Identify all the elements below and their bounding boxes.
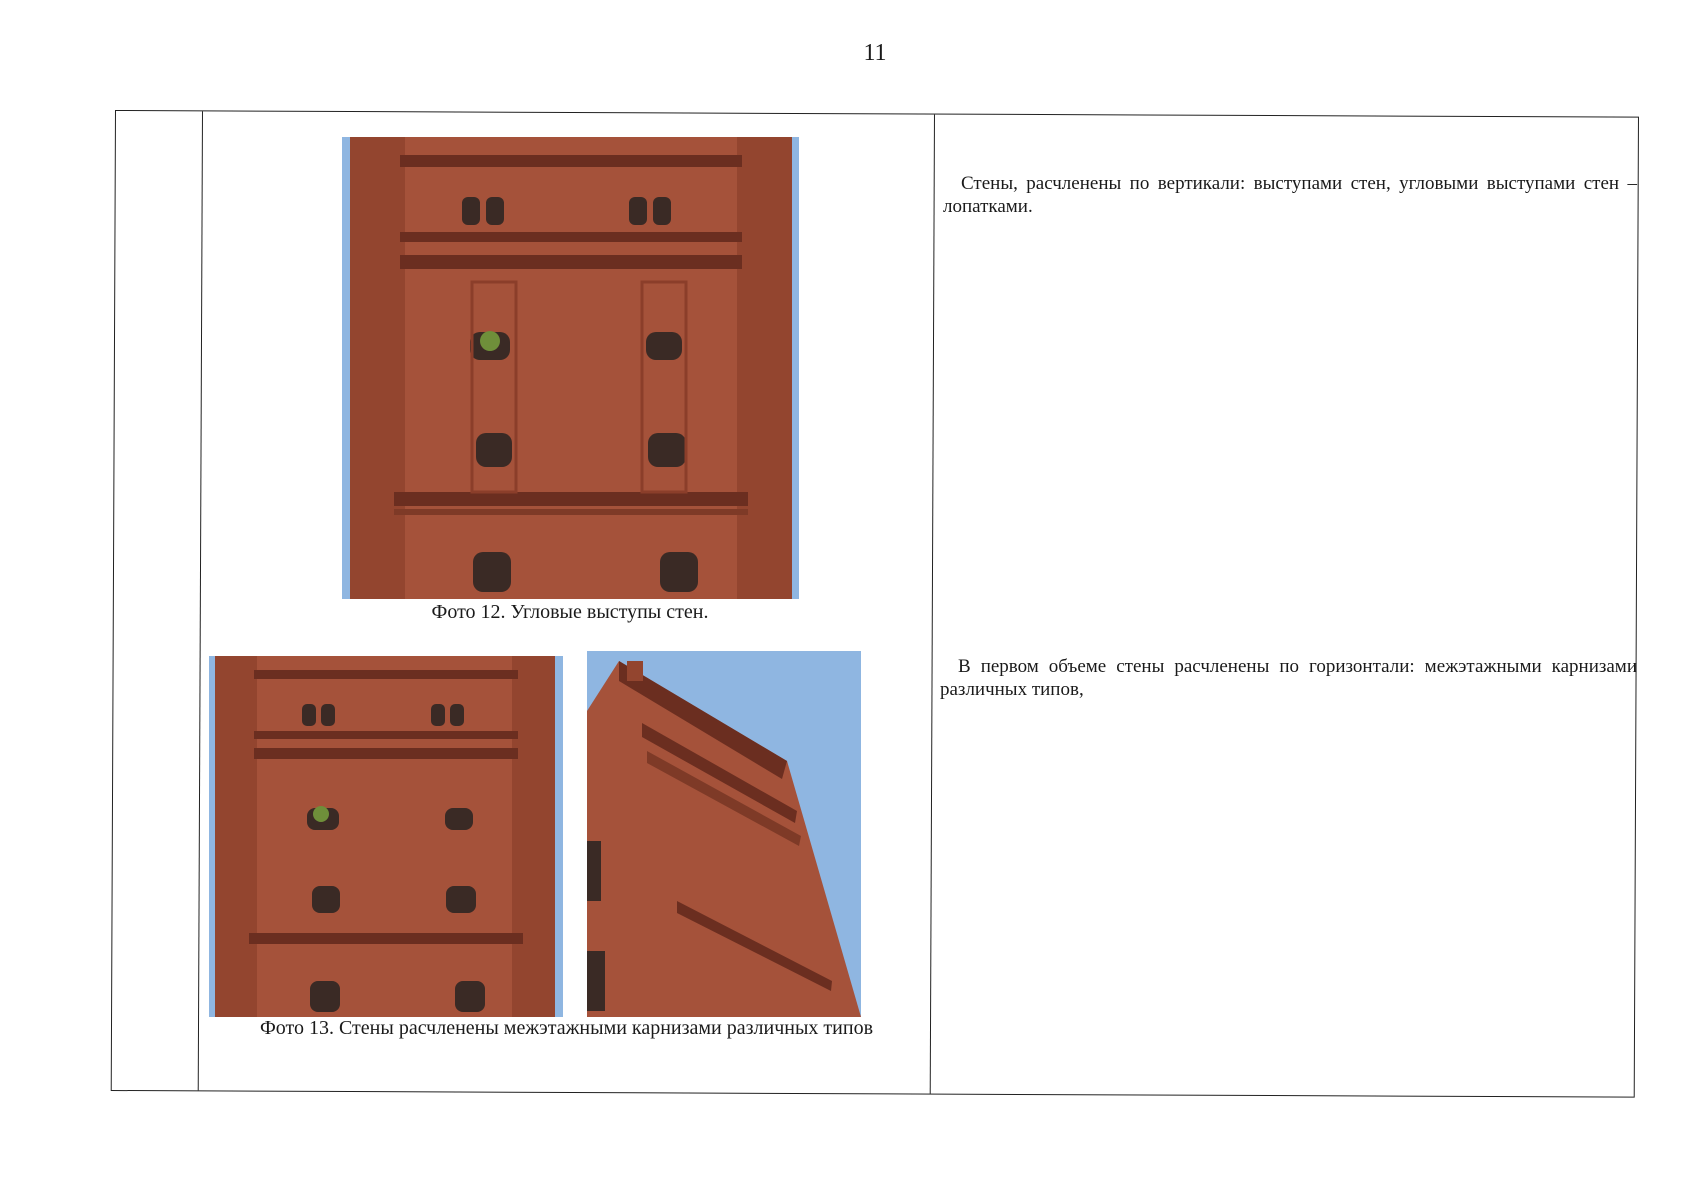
photo-12-tower-facade: [342, 137, 799, 599]
photo-12-caption: Фото 12. Угловые выступы стен.: [431, 601, 709, 623]
table-column-divider-1: [198, 111, 203, 1090]
table-column-divider-2: [930, 115, 935, 1094]
photo-13-caption: Фото 13. Стены расчленены межэтажными карнизами различных типов: [259, 1017, 874, 1039]
page-number: 11: [863, 40, 887, 66]
description-horizontal-division: В первом объеме стены расчленены по горизонтали: межэтажными карнизами различных типов,: [940, 656, 1637, 700]
photo-13-right-angle-view: [587, 651, 861, 1017]
photo-13-left-facade: [209, 656, 563, 1017]
description-vertical-division: Стены, расчленены по вертикали: выступами стен, угловыми выступами стен – лопатками.: [943, 173, 1637, 217]
